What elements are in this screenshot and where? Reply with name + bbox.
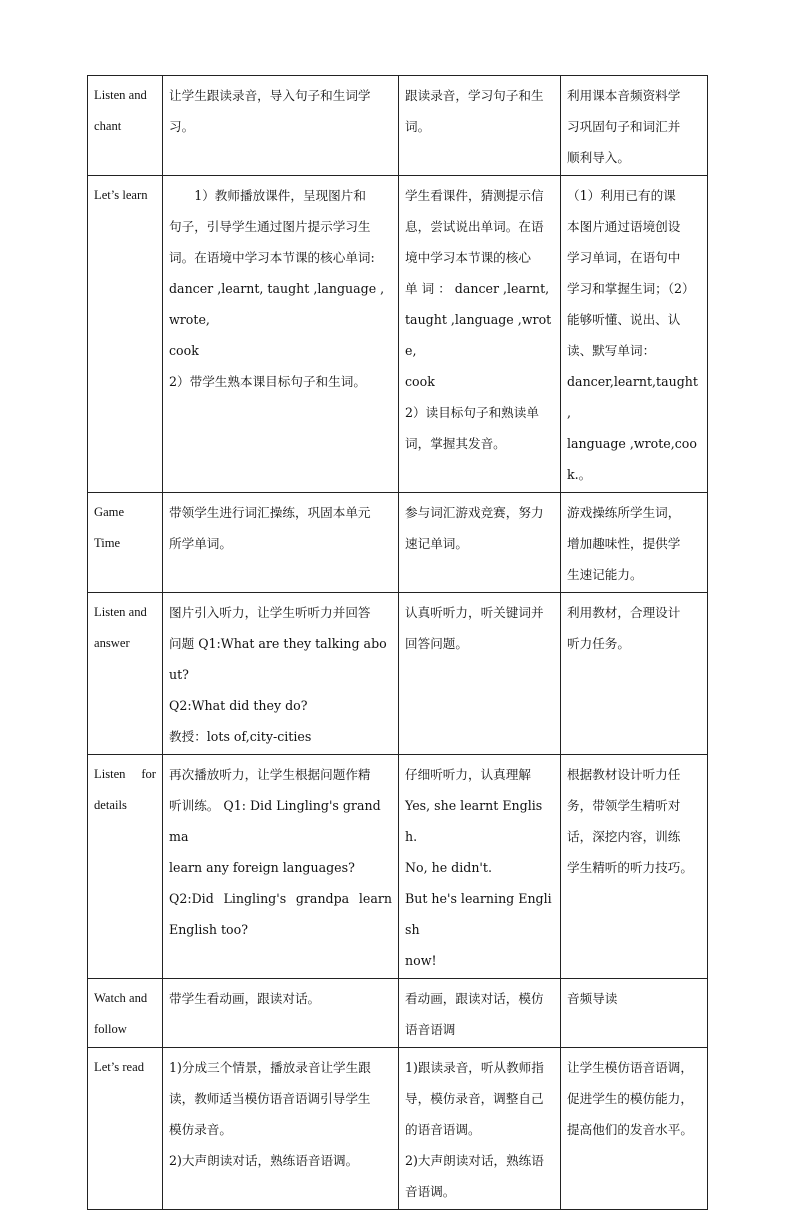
table-row [88, 76, 708, 176]
text-line: cook [169, 343, 199, 358]
text-line: Q2:What did they do? [169, 698, 308, 713]
text-line: 增加趣味性，提供学 [567, 536, 681, 551]
text-line: 导，模仿录音，调整自己 [405, 1091, 544, 1106]
text-line: now! [405, 953, 437, 968]
text-line: dancer ,learnt, taught ,language ,wrote, [169, 281, 385, 327]
text-line: 2）读目标句子和熟读单 [405, 405, 539, 420]
text-line: 词。 [405, 119, 431, 134]
teacher-activity-cell [163, 176, 399, 493]
text-line: 模仿录音。 [169, 1122, 232, 1137]
stage-cell [88, 979, 163, 1048]
text-line: 1)跟读录音，听从教师指 [405, 1060, 544, 1075]
student-activity-cell [399, 1048, 561, 1210]
text-line: 再次播放听力，让学生根据问题作精 [169, 767, 371, 782]
teacher-activity-cell [163, 593, 399, 755]
stage-label: Watch and [94, 991, 148, 1005]
text-line: 听训练。 Q1: Did Lingling's grandma [169, 798, 381, 844]
text-line: 根据教材设计听力任 [567, 767, 681, 782]
stage-label: Listen and [94, 605, 147, 619]
lesson-plan-table [87, 75, 708, 1210]
design-intent-cell [561, 176, 708, 493]
text-line: 生速记能力。 [567, 567, 643, 582]
design-intent-cell [561, 1048, 708, 1210]
text-line: 利用教材，合理设计 [567, 605, 681, 620]
text-line: 所学单词。 [169, 536, 232, 551]
text-line: cook [405, 374, 435, 389]
text-line: 2)大声朗读对话，熟练语音语调。 [169, 1153, 359, 1168]
text-line: 速记单词。 [405, 536, 468, 551]
text-line: 提高他们的发音水平。 [567, 1122, 693, 1137]
student-activity-cell [399, 76, 561, 176]
stage-label: Listen and [94, 88, 147, 102]
design-intent-cell [561, 979, 708, 1048]
stage-label: follow [94, 1022, 127, 1036]
text-line: 带领学生进行词汇操练，巩固本单元 [169, 505, 371, 520]
stage-cell [88, 176, 163, 493]
teacher-activity-cell [163, 1048, 399, 1210]
stage-label: Game [94, 505, 125, 519]
stage-cell [88, 593, 163, 755]
text-line: 话，深挖内容，训练 [567, 829, 681, 844]
text-line: 务，带领学生精听对 [567, 798, 681, 813]
text-line: （1）利用已有的课 [567, 188, 676, 203]
stage-label: Listen for [94, 767, 156, 781]
student-activity-cell [399, 593, 561, 755]
text-line: 回答问题。 [405, 636, 468, 651]
text-line: 学生精听的听力技巧。 [567, 860, 693, 875]
text-line: But he's learning English [405, 891, 552, 937]
text-line: 听力任务。 [567, 636, 630, 651]
design-intent-cell [561, 493, 708, 593]
text-line: 图片引入听力，让学生听听力并回答 [169, 605, 371, 620]
text-line: 让学生跟读录音，导入句子和生词学 [169, 88, 371, 103]
text-line: English too? [169, 922, 248, 937]
student-activity-cell [399, 979, 561, 1048]
design-intent-cell [561, 755, 708, 979]
text-line: 音频导读 [567, 991, 618, 1006]
student-activity-cell [399, 755, 561, 979]
text-line: 学习单词，在语句中 [567, 250, 681, 265]
stage-label: chant [94, 119, 122, 133]
stage-label: details [94, 798, 127, 812]
student-activity-cell [399, 493, 561, 593]
text-line: dancer,learnt,taught , [567, 374, 698, 420]
teacher-activity-cell [163, 979, 399, 1048]
text-line: 让学生模仿语音语调， [567, 1060, 693, 1075]
stage-label: answer [94, 636, 130, 650]
text-line: 读，教师适当模仿语音语调引导学生 [169, 1091, 371, 1106]
design-intent-cell [561, 76, 708, 176]
text-line: 2)大声朗读对话，熟练语 [405, 1153, 544, 1168]
teacher-activity-cell [163, 755, 399, 979]
stage-cell [88, 1048, 163, 1210]
text-line: 境中学习本节课的核心 [405, 250, 531, 265]
text-line: 1）教师播放课件，呈现图片和 [194, 188, 366, 203]
text-line: taught ,language ,wrote, [405, 312, 552, 358]
text-line: 看动画，跟读对话，模仿 [405, 991, 544, 1006]
text-line: 本图片通过语境创设 [567, 219, 681, 234]
text-line: language ,wrote,cook.。 [567, 436, 697, 482]
text-line: Q2:Did Lingling's grandpa learn [169, 891, 392, 906]
text-line: 词。在语境中学习本节课的核心单词: [169, 250, 375, 265]
design-intent-cell [561, 593, 708, 755]
table-row [88, 755, 708, 979]
text-line: 游戏操练所学生词， [567, 505, 681, 520]
text-line: 息，尝试说出单词。在语 [405, 219, 544, 234]
student-activity-cell [399, 176, 561, 493]
teacher-activity-cell [163, 493, 399, 593]
text-line: 学生看课件，猜测提示信 [405, 188, 544, 203]
text-line: 2）带学生熟本课目标句子和生词。 [169, 374, 366, 389]
text-line: 句子，引导学生通过图片提示学习生 [169, 219, 371, 234]
text-line: 利用课本音频资料学 [567, 88, 681, 103]
text-line: 问题 Q1:What are they talking about? [169, 636, 387, 682]
stage-label: Let’s learn [94, 188, 148, 202]
text-line: learn any foreign languages? [169, 860, 355, 875]
text-line: 音语调。 [405, 1184, 456, 1199]
table-row [88, 1048, 708, 1210]
text-line: 语音语调 [405, 1022, 456, 1037]
stage-label: Time [94, 536, 121, 550]
text-line: 读、默写单词： [567, 343, 656, 358]
stage-cell [88, 493, 163, 593]
table-row [88, 176, 708, 493]
text-line: 仔细听听力，认真理解 [405, 767, 531, 782]
text-line: 教授：lots of,city-cities [169, 729, 312, 744]
text-line: 带学生看动画，跟读对话。 [169, 991, 321, 1006]
text-line: 的语音语调。 [405, 1122, 481, 1137]
text-line: 单 词 ： dancer ,learnt, [405, 281, 550, 296]
text-line: 学习和掌握生词；（2） [567, 281, 695, 296]
text-line: 跟读录音，学习句子和生 [405, 88, 544, 103]
teacher-activity-cell [163, 76, 399, 176]
text-line: 习巩固句子和词汇并 [567, 119, 681, 134]
text-line: 促进学生的模仿能力， [567, 1091, 693, 1106]
text-line: 能够听懂、说出、认 [567, 312, 681, 327]
table-row [88, 979, 708, 1048]
text-line: 词，掌握其发音。 [405, 436, 506, 451]
text-line: 1)分成三个情景，播放录音让学生跟 [169, 1060, 371, 1075]
table-row [88, 493, 708, 593]
text-line: 习。 [169, 119, 195, 134]
text-line: 认真听听力，听关键词并 [405, 605, 544, 620]
text-line: Yes, she learnt English. [405, 798, 543, 844]
text-line: 顺利导入。 [567, 150, 630, 165]
table-row [88, 593, 708, 755]
stage-cell [88, 76, 163, 176]
stage-label: Let’s read [94, 1060, 144, 1074]
text-line: 参与词汇游戏竞赛，努力 [405, 505, 544, 520]
stage-cell [88, 755, 163, 979]
text-line: No, he didn't. [405, 860, 492, 875]
